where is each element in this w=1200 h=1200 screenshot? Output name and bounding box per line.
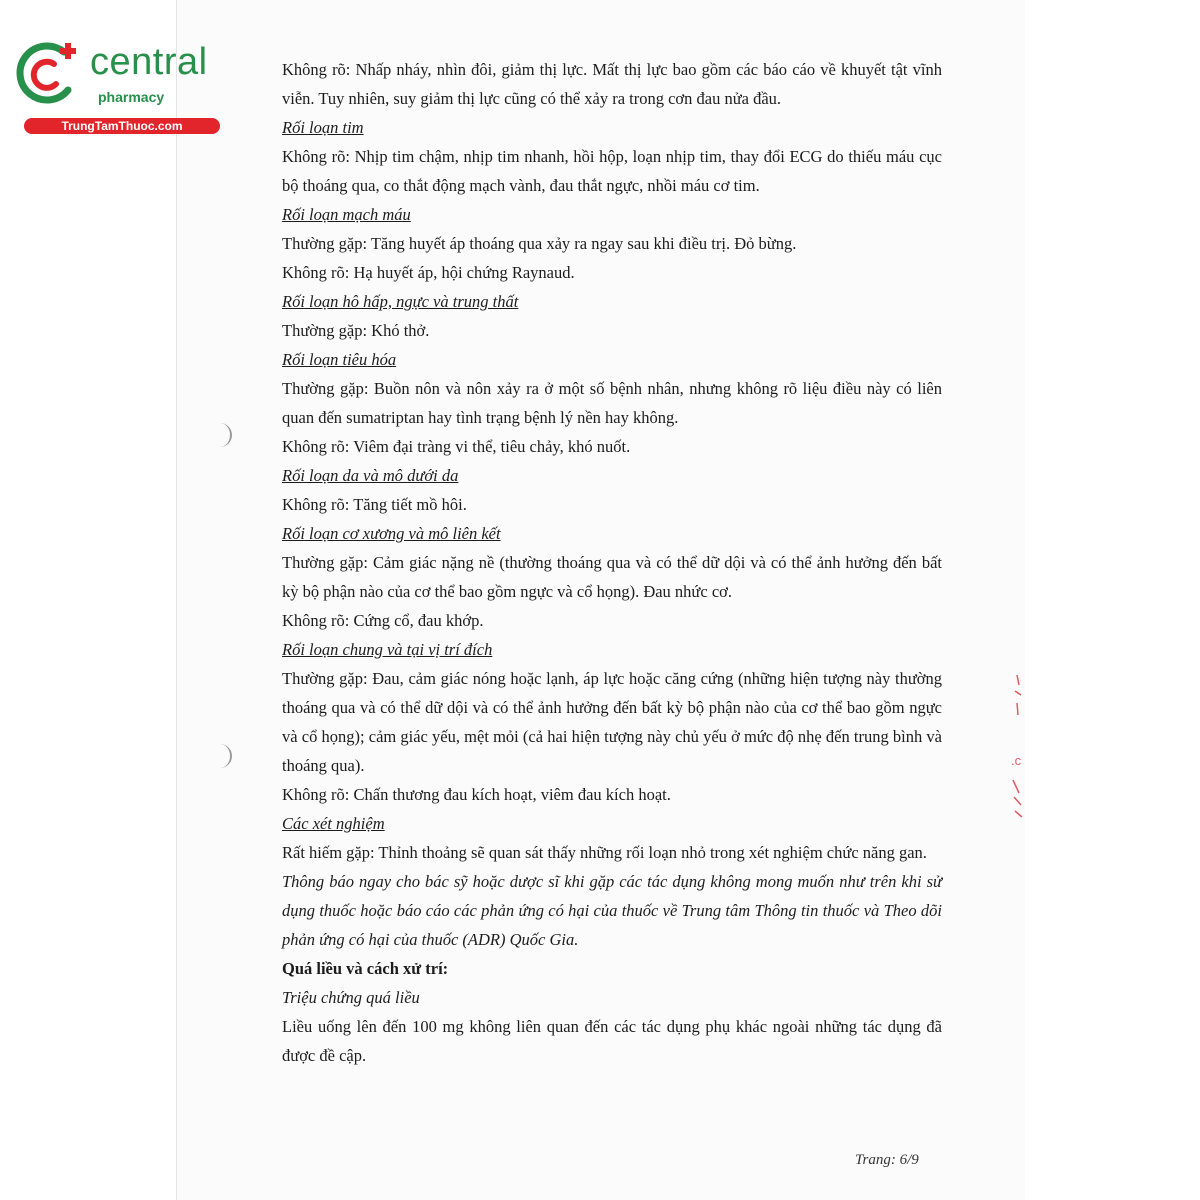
paragraph-vascular-unknown: Không rõ: Hạ huyết áp, hội chứng Raynaud. [282, 263, 575, 282]
heading-general: Rối loạn chung và tại vị trí đích [282, 640, 493, 659]
heading-vascular: Rối loạn mạch máu [282, 205, 411, 224]
heading-musculoskeletal: Rối loạn cơ xương và mô liên kết [282, 524, 501, 543]
heading-overdose: Quá liều và cách xử trí: [282, 959, 449, 978]
paragraph-report-notice: Thông báo ngay cho bác sỹ hoặc dược sĩ khi gặp các tác dụng không mong muốn như trên khi sử dụng thuốc hoặc báo cáo các phản ứng có hại của thuốc về Trung tâm Thông tin thuốc và Theo dõi phản ứng có hại của thuốc (ADR) Quốc Gia. [282, 872, 942, 949]
paragraph-musculoskeletal-unknown: Không rõ: Cứng cổ, đau khớp. [282, 611, 484, 630]
paragraph-general-common: Thường gặp: Đau, cảm giác nóng hoặc lạnh, áp lực hoặc căng cứng (những hiện tượng này thường thoáng qua và có thể dữ dội và có thể ảnh hưởng đến bất kỳ bộ phận nào của cơ thể bao gồm ngực và cổ họng); cảm giác yếu, mệt mỏi (cả hai hiện tượng này chủ yếu ở mức độ nhẹ đến trung bình và thoáng qua). [282, 669, 942, 775]
brand-url: TrungTamThuoc.com [24, 118, 220, 134]
paragraph-general-unknown: Không rõ: Chấn thương đau kích hoạt, viêm đau kích hoạt. [282, 785, 671, 804]
heading-skin: Rối loạn da và mô dưới da [282, 466, 459, 485]
stamp-fragment-icon [1005, 665, 1031, 825]
paragraph-vascular-common: Thường gặp: Tăng huyết áp thoáng qua xảy ra ngay sau khi điều trị. Đỏ bừng. [282, 234, 797, 253]
heading-cardiac: Rối loạn tim [282, 118, 364, 137]
paragraph-vision: Không rõ: Nhấp nháy, nhìn đôi, giảm thị lực. Mất thị lực bao gồm các báo cáo về khuyết tật vĩnh viễn. Tuy nhiên, suy giảm thị lực cũng có thể xảy ra trong cơn đau nửa đầu. [282, 60, 942, 108]
brand-subtitle: pharmacy [98, 89, 165, 105]
heading-tests: Các xét nghiệm [282, 814, 385, 833]
paragraph-tests: Rất hiếm gặp: Thỉnh thoảng sẽ quan sát thấy những rối loạn nhỏ trong xét nghiệm chức năng gan. [282, 843, 927, 862]
paragraph-overdose: Liều uống lên đến 100 mg không liên quan đến các tác dụng phụ khác ngoài những tác dụng đã được đề cập. [282, 1017, 942, 1065]
paragraph-digestive-common: Thường gặp: Buồn nôn và nôn xảy ra ở một số bệnh nhân, nhưng không rõ liệu điều này có liên quan đến sumatriptan hay tình trạng bệnh lý nền hay không. [282, 379, 942, 427]
central-pharmacy-logo[interactable] [10, 38, 215, 138]
subheading-overdose-symptoms: Triệu chứng quá liều [282, 988, 420, 1007]
paragraph-respiratory: Thường gặp: Khó thở. [282, 321, 430, 340]
central-logo-icon [10, 38, 82, 110]
red-stamp-mark [1005, 665, 1031, 825]
document-body [282, 55, 942, 1070]
svg-text:.c: .c [1011, 753, 1022, 768]
paragraph-digestive-unknown: Không rõ: Viêm đại tràng vi thể, tiêu chảy, khó nuốt. [282, 437, 631, 456]
paragraph-skin: Không rõ: Tăng tiết mồ hôi. [282, 495, 467, 514]
paragraph-cardiac: Không rõ: Nhịp tim chậm, nhịp tim nhanh, hồi hộp, loạn nhịp tim, thay đổi ECG do thiếu máu cục bộ thoáng qua, co thắt động mạch vành, đau thắt ngực, nhồi máu cơ tim. [282, 147, 942, 195]
brand-name: central [90, 41, 208, 83]
heading-respiratory: Rối loạn hô hấp, ngực và trung thất [282, 292, 519, 311]
paragraph-musculoskeletal-common: Thường gặp: Cảm giác nặng nề (thường thoáng qua và có thể dữ dội và có thể ảnh hưởng đến bất kỳ bộ phận nào của cơ thể bao gồm ngực và cổ họng). Đau nhức cơ. [282, 553, 942, 601]
page-number: Trang: 6/9 [855, 1152, 919, 1168]
heading-digestive: Rối loạn tiêu hóa [282, 350, 397, 369]
